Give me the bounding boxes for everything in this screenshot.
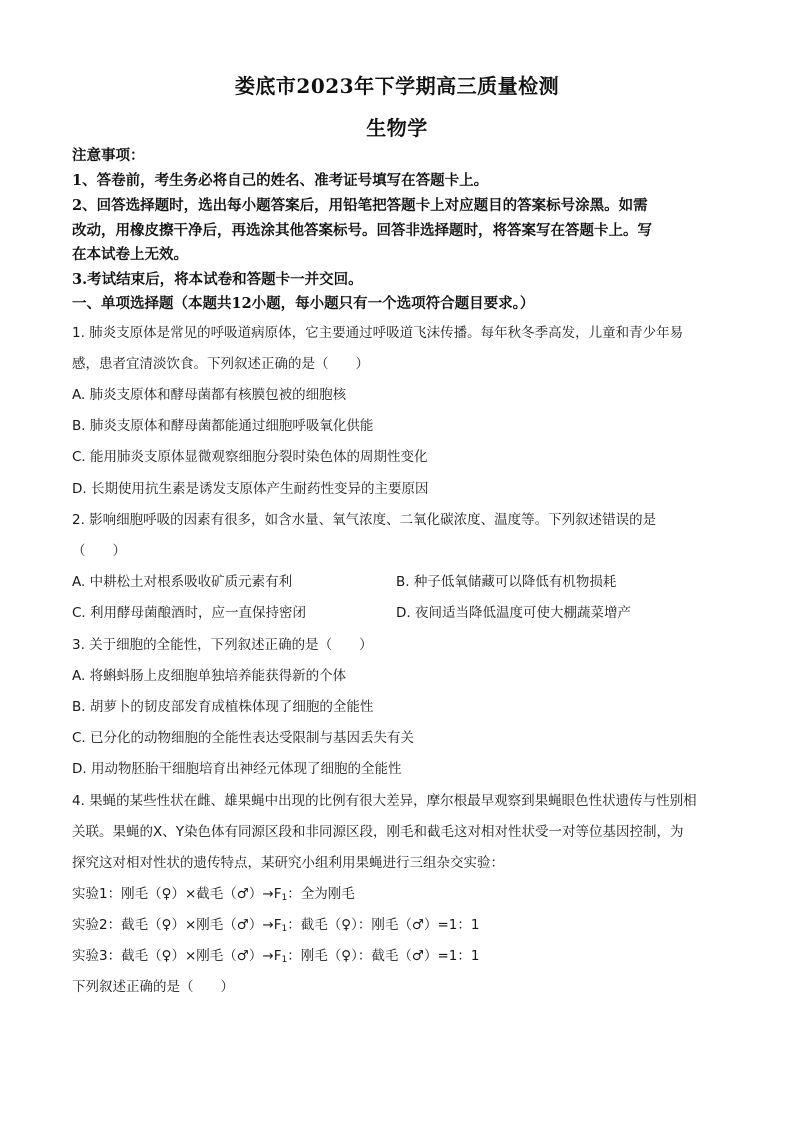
q2-option-c: C. 利用酵母菌酿酒时，应一直保持密闭 (72, 605, 307, 621)
q4-exp2-result: ：截毛（♀）：刚毛（♂）=1：1 (287, 917, 480, 933)
q2-option-b: B. 种子低氧储藏可以降低有机物损耗 (396, 574, 617, 590)
notice-item-2-end: 在本试卷上无效。 (72, 246, 188, 263)
notice-heading: 注意事项： (72, 147, 145, 164)
q3-option-a: A. 将蝌蚪肠上皮细胞单独培养能获得新的个体 (72, 668, 347, 684)
q2-stem-cont: （ ） (72, 543, 126, 559)
q2-option-d: D. 夜间适当降低温度可使大棚蔬菜增产 (396, 605, 631, 621)
q4-question: 下列叙述正确的是（ ） (72, 979, 234, 995)
q1-option-b: B. 肺炎支原体和酵母菌都能通过细胞呼吸氧化供能 (72, 418, 374, 434)
q4-experiment-3 (72, 946, 732, 970)
q1-option-a: A. 肺炎支原体和酵母菌都有核膜包被的细胞核 (72, 387, 347, 403)
q1-option-c: C. 能用肺炎支原体显微观察细胞分裂时染色体的周期性变化 (72, 449, 428, 465)
q4-exp3-result: ：刚毛（♀）：截毛（♂）=1：1 (287, 948, 480, 964)
q2-option-a: A. 中耕松土对根系吸收矿质元素有利 (72, 574, 293, 590)
q4-exp1-result: ：全为刚毛 (287, 886, 355, 902)
q3-option-d: D. 用动物胚胎干细胞培育出神经元体现了细胞的全能性 (72, 761, 402, 777)
q1-stem-cont: 感，患者宜清淡饮食。下列叙述正确的是（ ） (72, 356, 369, 372)
q4-exp3-cross: 实验3：截毛（♀）×刚毛（♂）→F (72, 948, 282, 964)
q4-stem-cont: 关联。果蝇的X、Y染色体有同源区段和非同源区段，刚毛和截毛这对相对性状受一对等位基因控制，为 (72, 824, 684, 840)
q3-option-c: C. 已分化的动物细胞的全能性表达受限制与基因丢失有关 (72, 730, 415, 746)
q1-option-d: D. 长期使用抗生素是诱发支原体产生耐药性变异的主要原因 (72, 481, 429, 497)
q4-experiment-2 (72, 915, 732, 939)
notice-item-3: 3.考试结束后，将本试卷和答题卡一并交回。 (72, 271, 363, 288)
notice-item-1: 1、答卷前，考生务必将自己的姓名、准考证号填写在答题卡上。 (72, 172, 489, 189)
q4-exp2-cross: 实验2：截毛（♀）×刚毛（♂）→F (72, 917, 282, 933)
q4-exp1-cross: 实验1：刚毛（♀）×截毛（♂）→F (72, 886, 282, 902)
exam-subject: 生物学 (366, 116, 428, 140)
q1-stem: 1. 肺炎支原体是常见的呼吸道病原体，它主要通过呼吸道飞沫传播。每年秋冬季高发，儿童和青少年易 (72, 325, 684, 341)
q3-option-b: B. 胡萝卜的韧皮部发育成植株体现了细胞的全能性 (72, 699, 374, 715)
q4-exp3-sub: 1 (281, 955, 288, 965)
q3-stem: 3. 关于细胞的全能性，下列叙述正确的是（ ） (72, 637, 373, 653)
q4-stem-end: 探究这对相对性状的遗传特点，某研究小组利用果蝇进行三组杂交实验： (72, 855, 504, 871)
q2-stem: 2. 影响细胞呼吸的因素有很多，如含水量、氧气浓度、二氧化碳浓度、温度等。下列叙述错误的是 (72, 512, 657, 528)
q4-experiment-1 (72, 884, 732, 908)
notice-item-2-cont: 改动，用橡皮擦干净后，再选涂其他答案标号。回答非选择题时，将答案写在答题卡上。写 (72, 222, 652, 239)
q4-stem: 4. 果蝇的某些性状在雌、雄果蝇中出现的比例有很大差异，摩尔根最早观察到果蝇眼色性状遗传与性别相 (72, 793, 697, 809)
section-heading: 一、单项选择题（本题共12小题，每小题只有一个选项符合题目要求。） (72, 295, 535, 312)
q4-exp1-sub: 1 (281, 893, 288, 903)
q4-exp2-sub: 1 (281, 924, 288, 934)
exam-title: 娄底市2023年下学期高三质量检测 (234, 74, 560, 98)
notice-item-2: 2、回答选择题时，选出每小题答案后，用铅笔把答题卡上对应题目的答案标号涂黑。如需 (72, 197, 648, 214)
